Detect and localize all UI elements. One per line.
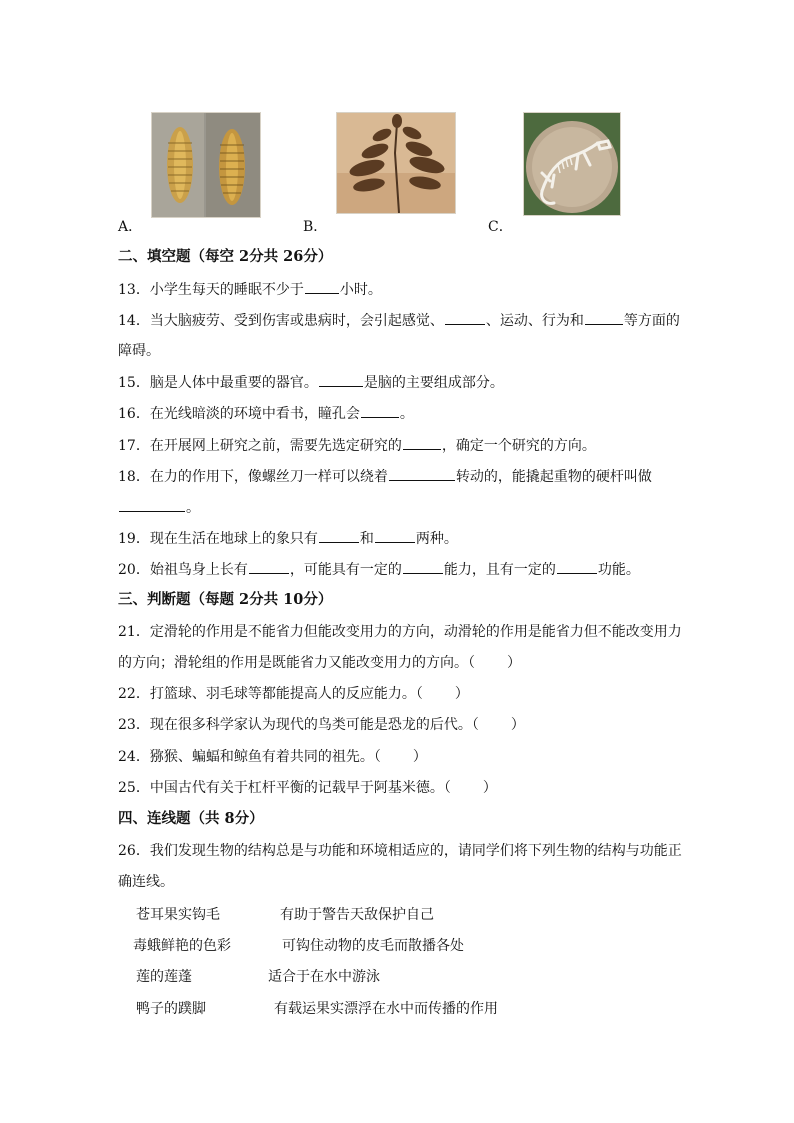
question-23 <box>118 715 525 735</box>
question-25 <box>118 778 497 798</box>
q13-text-end: 小时。 <box>339 282 382 298</box>
q22-text: 22．打篮球、羽毛球等都能提高人的反应能力。（ <box>118 686 423 702</box>
q14-blank-2[interactable] <box>585 310 623 325</box>
q16-blank[interactable] <box>361 403 399 418</box>
question-24 <box>118 747 427 767</box>
section4-heading: 四、连线题（共 8分） <box>118 810 264 827</box>
match-left-item[interactable]: 苍耳果实钩毛 <box>136 907 220 923</box>
q25-close: ） <box>482 780 497 796</box>
q23-close: ） <box>510 717 525 733</box>
q20-blank-2[interactable] <box>403 559 443 574</box>
question-26-cont: 确连线。 <box>118 874 174 890</box>
q18-blank-1[interactable] <box>389 466 455 481</box>
q20-text: 20．始祖鸟身上长有 <box>118 562 248 578</box>
q14-text: 14．当大脑疲劳、受到伤害或患病时，会引起感觉、 <box>118 313 444 329</box>
match-right-item[interactable]: 有助于警告天敌保护自己 <box>280 907 434 923</box>
q14-blank-1[interactable] <box>445 310 485 325</box>
match-right-item[interactable]: 适合于在水中游泳 <box>268 969 380 985</box>
fossil-options-row <box>118 112 678 235</box>
reptile-skeleton-fossil-image <box>523 112 621 216</box>
q22-close: ） <box>454 686 469 702</box>
q25-text: 25．中国古代有关于杠杆平衡的记载早于阿基米德。（ <box>118 780 451 796</box>
match-left-item[interactable]: 莲的莲蓬 <box>136 969 192 985</box>
q14-text-mid: 、运动、行为和 <box>485 313 584 329</box>
q21-close: ） <box>507 655 521 671</box>
q17-text: 17．在开展网上研究之前，需要先选定研究的 <box>118 438 402 454</box>
q18-cont-text: 。 <box>186 500 200 516</box>
trilobite-fossil-image <box>151 112 261 218</box>
question-26: 26．我们发现生物的结构总是与功能和环境相适应的，请同学们将下列生物的结构与功能正 <box>118 843 682 859</box>
question-20 <box>118 559 640 580</box>
match-right-item[interactable]: 有载运果实漂浮在水中而传播的作用 <box>274 1001 498 1017</box>
q24-text: 24．猕猴、蝙蝠和鲸鱼有着共同的祖先。（ <box>118 749 381 765</box>
question-22 <box>118 684 469 704</box>
q18-text-end: 转动的，能撬起重物的硬杆叫做 <box>455 469 652 485</box>
section2-heading: 二、填空题（每空 2分共 26分） <box>118 248 333 265</box>
q13-text: 13．小学生每天的睡眠不少于 <box>118 282 304 298</box>
q20-text-end: 功能。 <box>597 562 640 578</box>
q23-text: 23．现在很多科学家认为现代的鸟类可能是恐龙的后代。（ <box>118 717 479 733</box>
match-right-item[interactable]: 可钩住动物的皮毛而散播各处 <box>282 938 464 954</box>
q21-text: 的方向；滑轮组的作用是既能省力又能改变用力的方向。（ <box>118 655 475 671</box>
question-18-cont <box>118 497 200 518</box>
q20-blank-1[interactable] <box>249 559 289 574</box>
q16-text-end: 。 <box>399 406 414 422</box>
option-b-label: B． <box>303 219 328 235</box>
question-21-cont <box>118 653 521 673</box>
q19-text-mid: 和 <box>359 531 374 547</box>
q15-text-end: 是脑的主要组成部分。 <box>363 375 504 391</box>
question-13 <box>118 279 382 300</box>
q13-blank[interactable] <box>305 279 339 294</box>
question-17 <box>118 435 596 456</box>
q18-blank-2[interactable] <box>119 497 185 512</box>
question-18 <box>118 466 652 487</box>
question-21: 21．定滑轮的作用是不能省力但能改变用力的方向，动滑轮的作用是能省力但不能改变用力 <box>118 624 682 640</box>
match-left-item[interactable]: 毒蛾鲜艳的色彩 <box>133 938 231 954</box>
q19-blank-1[interactable] <box>319 528 359 543</box>
question-15 <box>118 372 504 393</box>
match-left-item[interactable]: 鸭子的蹼脚 <box>136 1001 206 1017</box>
question-14-cont: 障碍。 <box>118 343 160 359</box>
option-a-label: A． <box>118 219 143 235</box>
q14-text-end: 等方面的 <box>623 313 680 329</box>
option-c-label: C． <box>488 219 513 235</box>
q17-blank[interactable] <box>403 435 441 450</box>
question-14 <box>118 310 680 331</box>
question-19 <box>118 528 458 549</box>
q20-blank-3[interactable] <box>557 559 597 574</box>
q19-text-end: 两种。 <box>415 531 458 547</box>
q19-text: 19．现在生活在地球上的象只有 <box>118 531 318 547</box>
q15-blank[interactable] <box>319 372 363 387</box>
q15-text: 15．脑是人体中最重要的器官。 <box>118 375 318 391</box>
q24-close: ） <box>412 749 427 765</box>
q16-text: 16．在光线暗淡的环境中看书，瞳孔会 <box>118 406 360 422</box>
fern-fossil-image <box>336 112 456 214</box>
q20-text-mid1: ，可能具有一定的 <box>289 562 402 578</box>
q18-text: 18．在力的作用下，像螺丝刀一样可以绕着 <box>118 469 388 485</box>
q20-text-mid2: 能力，且有一定的 <box>443 562 556 578</box>
q17-text-end: ，确定一个研究的方向。 <box>441 438 596 454</box>
question-16 <box>118 403 414 424</box>
section3-heading: 三、判断题（每题 2分共 10分） <box>118 591 333 608</box>
q19-blank-2[interactable] <box>375 528 415 543</box>
